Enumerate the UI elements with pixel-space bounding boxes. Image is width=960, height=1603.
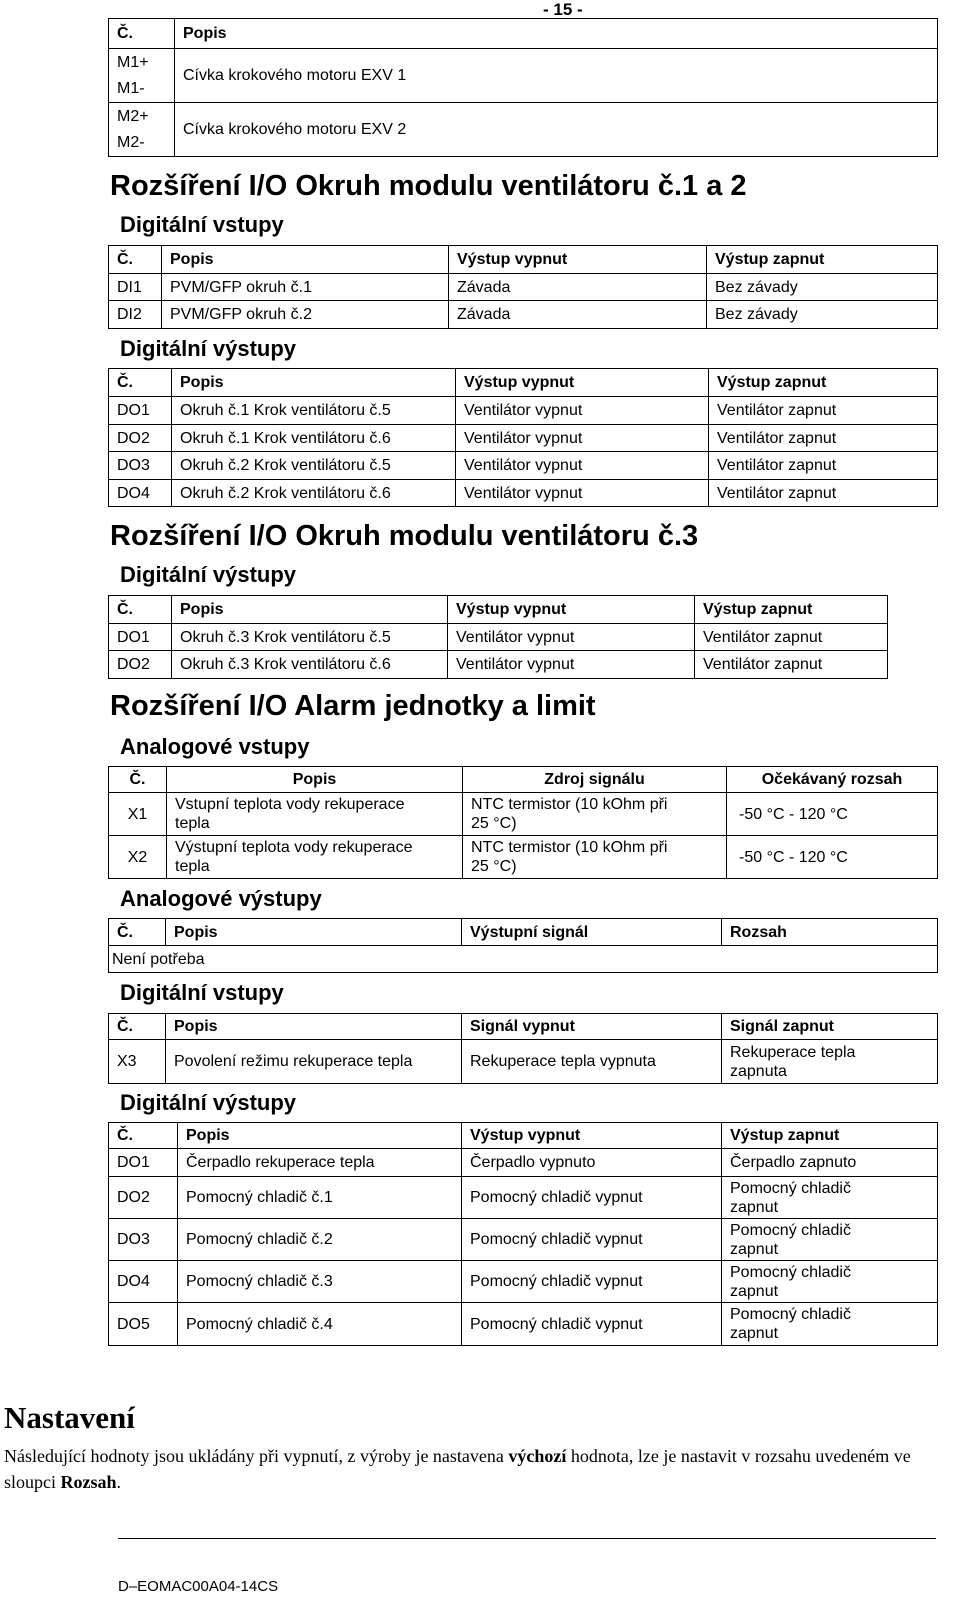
section3-do-table <box>108 1122 938 1346</box>
table-cell: DO4 <box>109 480 172 507</box>
table-cell: -50 °C - 120 °C <box>727 793 938 836</box>
page-number: - 15 - <box>543 0 583 19</box>
table-cell: Povolení režimu rekuperace tepla <box>166 1040 462 1084</box>
header-cell: Výstup vypnut <box>462 1123 722 1149</box>
table-cell: Ventilátor vypnut <box>456 425 709 452</box>
table-cell: Bez závady <box>707 301 938 329</box>
table-cell <box>722 1261 938 1303</box>
table-row <box>109 836 938 879</box>
table-cell: X3 <box>109 1040 166 1084</box>
settings-title: Nastavení <box>4 1400 135 1435</box>
table-cell: DO3 <box>109 452 172 480</box>
header-cell: Výstup zapnut <box>707 246 938 274</box>
table-cell: Pomocný chladič č.1 <box>178 1177 462 1219</box>
table-cell: Ventilátor vypnut <box>456 480 709 507</box>
table-cell: DO2 <box>109 425 172 452</box>
header-cell: Popis <box>166 1014 462 1040</box>
table-cell: Pomocný chladič č.4 <box>178 1303 462 1346</box>
table-cell: Bez závady <box>707 274 938 301</box>
table-cell <box>167 793 463 836</box>
header-cell: Signál zapnut <box>722 1014 938 1040</box>
table-cell: Ventilátor zapnut <box>709 480 938 507</box>
text-fragment: hodnota, lze je nastavit v rozsahu uvedeném ve sloupci <box>4 1446 911 1492</box>
text-fragment: Pomocný chladič <box>730 1263 851 1281</box>
table-cell: Ventilátor zapnut <box>709 452 938 480</box>
table-row <box>109 793 938 836</box>
header-cell: Popis <box>172 596 448 624</box>
header-cell: Rozsah <box>722 919 938 946</box>
table-cell: DO1 <box>109 624 172 651</box>
section3-di-title: Digitální vstupy <box>120 980 284 1005</box>
text-fragment: M1+ <box>117 53 149 71</box>
header-cell: Popis <box>172 369 456 397</box>
footer-doc-code: D–EOMAC00A04-14CS <box>118 1578 279 1595</box>
table-row <box>109 651 888 679</box>
section1-do-table <box>108 368 938 507</box>
text-fragment: Výstupní teplota vody rekuperace <box>175 839 413 856</box>
table-cell: Cívka krokového motoru EXV 1 <box>175 49 938 103</box>
motor-coil-table <box>108 18 938 157</box>
text-fragment: NTC termistor (10 kOhm při <box>471 796 668 813</box>
header-cell: Č. <box>109 919 166 946</box>
header-cell: Popis <box>167 767 463 793</box>
table-cell: Ventilátor vypnut <box>456 452 709 480</box>
table-cell: DO4 <box>109 1261 178 1303</box>
table-row <box>109 397 938 425</box>
text-fragment: Rozsah <box>60 1472 117 1492</box>
section3-di-table <box>108 1013 938 1084</box>
section1-di-title: Digitální vstupy <box>120 212 284 237</box>
text-fragment: . <box>116 1472 122 1492</box>
text-fragment: 25 °C) <box>471 815 517 832</box>
table-cell: Rekuperace tepla vypnuta <box>462 1040 722 1084</box>
table-cell: Pomocný chladič vypnut <box>462 1177 722 1219</box>
table-row <box>109 425 938 452</box>
section3-ao-title: Analogové výstupy <box>120 886 322 911</box>
text-fragment: zapnut <box>730 1240 779 1258</box>
table-cell: Ventilátor zapnut <box>709 425 938 452</box>
table-cell: Cívka krokového motoru EXV 2 <box>175 103 938 157</box>
table-cell: Závada <box>449 301 707 329</box>
table-row <box>109 946 938 973</box>
header-cell: Výstup zapnut <box>709 369 938 397</box>
text-fragment: M2+ <box>117 107 149 125</box>
text-fragment: Pomocný chladič <box>730 1179 851 1197</box>
table-cell: DI1 <box>109 274 162 301</box>
table-row <box>109 1177 938 1219</box>
header-cell: Očekávaný rozsah <box>727 767 938 793</box>
table-cell: DO1 <box>109 1149 178 1177</box>
table-cell <box>463 836 727 879</box>
table-cell: Ventilátor zapnut <box>695 624 888 651</box>
text-fragment: Vstupní teplota vody rekuperace <box>175 796 405 813</box>
table-row <box>109 452 938 480</box>
table-row <box>109 1149 938 1177</box>
table-cell: Pomocný chladič vypnut <box>462 1303 722 1346</box>
table-cell: PVM/GFP okruh č.2 <box>162 301 449 329</box>
table-cell: Pomocný chladič č.3 <box>178 1261 462 1303</box>
text-fragment: Pomocný chladič <box>730 1221 851 1239</box>
header-cell: Výstup vypnut <box>456 369 709 397</box>
table-cell: DO5 <box>109 1303 178 1346</box>
table-cell <box>109 103 175 157</box>
table-cell <box>167 836 463 879</box>
header-cell: Výstup zapnut <box>722 1123 938 1149</box>
section1-di-table <box>108 245 938 329</box>
table-cell: Ventilátor vypnut <box>456 397 709 425</box>
section1-do-title: Digitální výstupy <box>120 336 297 361</box>
header-cell: Zdroj signálu <box>463 767 727 793</box>
table-cell: Pomocný chladič vypnut <box>462 1219 722 1261</box>
table-cell: Pomocný chladič vypnut <box>462 1261 722 1303</box>
header-cell: Č. <box>109 596 172 624</box>
table-cell: PVM/GFP okruh č.1 <box>162 274 449 301</box>
header-cell: Popis <box>166 919 462 946</box>
text-fragment: Následující hodnoty jsou ukládány při vypnutí, z výroby je nastavena <box>4 1446 509 1466</box>
header-cell: Č. <box>109 1123 178 1149</box>
header-cell: Č. <box>109 1014 166 1040</box>
text-fragment: zapnut <box>730 1282 779 1300</box>
table-cell: Čerpadlo vypnuto <box>462 1149 722 1177</box>
table-cell: -50 °C - 120 °C <box>727 836 938 879</box>
table-cell <box>463 793 727 836</box>
table-row <box>109 1040 938 1084</box>
text-fragment: tepla <box>175 858 210 875</box>
table-cell <box>722 1177 938 1219</box>
table-cell: Ventilátor vypnut <box>448 624 695 651</box>
table-row <box>109 274 938 301</box>
text-fragment: Pomocný chladič <box>730 1306 851 1323</box>
table-row <box>109 480 938 507</box>
header-cell: Signál vypnut <box>462 1014 722 1040</box>
table-cell: Okruh č.2 Krok ventilátoru č.5 <box>172 452 456 480</box>
table-cell: Ventilátor zapnut <box>695 651 888 679</box>
table-cell: Okruh č.3 Krok ventilátoru č.6 <box>172 651 448 679</box>
section2-title: Rozšíření I/O Okruh modulu ventilátoru č.3 <box>110 520 699 552</box>
text-fragment: zapnuta <box>730 1062 787 1080</box>
table-cell: Okruh č.2 Krok ventilátoru č.6 <box>172 480 456 507</box>
table-cell: DO1 <box>109 397 172 425</box>
table-cell: DI2 <box>109 301 162 329</box>
header-no: Č. <box>109 19 175 49</box>
settings-paragraph <box>4 1443 934 1495</box>
table-cell: Není potřeba <box>109 946 938 973</box>
header-cell: Výstupní signál <box>462 919 722 946</box>
table-cell: Pomocný chladič č.2 <box>178 1219 462 1261</box>
table-cell: Čerpadlo rekuperace tepla <box>178 1149 462 1177</box>
footer-divider <box>118 1538 936 1539</box>
text-fragment: tepla <box>175 815 210 832</box>
header-cell: Č. <box>109 246 162 274</box>
table-cell: Čerpadlo zapnuto <box>722 1149 938 1177</box>
table-row <box>109 624 888 651</box>
header-cell: Č. <box>109 767 167 793</box>
header-cell: Popis <box>178 1123 462 1149</box>
table-cell: DO3 <box>109 1219 178 1261</box>
table-row <box>109 301 938 329</box>
header-cell: Popis <box>162 246 449 274</box>
table-row <box>109 1261 938 1303</box>
section2-do-table <box>108 595 888 679</box>
header-cell: Č. <box>109 369 172 397</box>
text-fragment: M1- <box>117 79 145 97</box>
table-row <box>109 1303 938 1346</box>
table-cell <box>109 49 175 103</box>
section2-do-title: Digitální výstupy <box>120 562 297 587</box>
section3-ai-table <box>108 766 938 879</box>
table-cell: Ventilátor vypnut <box>448 651 695 679</box>
table-cell: DO2 <box>109 651 172 679</box>
header-desc: Popis <box>175 19 938 49</box>
section3-do-title: Digitální výstupy <box>120 1090 297 1115</box>
section3-title: Rozšíření I/O Alarm jednotky a limit <box>110 690 596 722</box>
table-cell: Okruh č.1 Krok ventilátoru č.6 <box>172 425 456 452</box>
table-cell: Okruh č.1 Krok ventilátoru č.5 <box>172 397 456 425</box>
table-cell: DO2 <box>109 1177 178 1219</box>
table-cell: Okruh č.3 Krok ventilátoru č.5 <box>172 624 448 651</box>
table-cell <box>722 1219 938 1261</box>
text-fragment: M2- <box>117 133 145 151</box>
table-cell <box>722 1303 938 1346</box>
text-fragment: výchozí <box>508 1446 567 1466</box>
section3-ai-title: Analogové vstupy <box>120 734 310 759</box>
header-cell: Výstup vypnut <box>448 596 695 624</box>
table-cell <box>722 1040 938 1084</box>
table-cell: Závada <box>449 274 707 301</box>
section3-ao-table <box>108 918 938 973</box>
text-fragment: Rekuperace tepla <box>730 1043 856 1061</box>
text-fragment: NTC termistor (10 kOhm při <box>471 839 668 856</box>
text-fragment: 25 °C) <box>471 858 517 875</box>
text-fragment: zapnut <box>730 1198 779 1216</box>
table-cell: X1 <box>109 793 167 836</box>
header-cell: Výstup vypnut <box>449 246 707 274</box>
text-fragment: zapnut <box>730 1325 779 1342</box>
header-cell: Výstup zapnut <box>695 596 888 624</box>
table-cell: Ventilátor zapnut <box>709 397 938 425</box>
section1-title: Rozšíření I/O Okruh modulu ventilátoru č.1 a 2 <box>110 170 747 202</box>
table-row <box>109 1219 938 1261</box>
table-cell: X2 <box>109 836 167 879</box>
